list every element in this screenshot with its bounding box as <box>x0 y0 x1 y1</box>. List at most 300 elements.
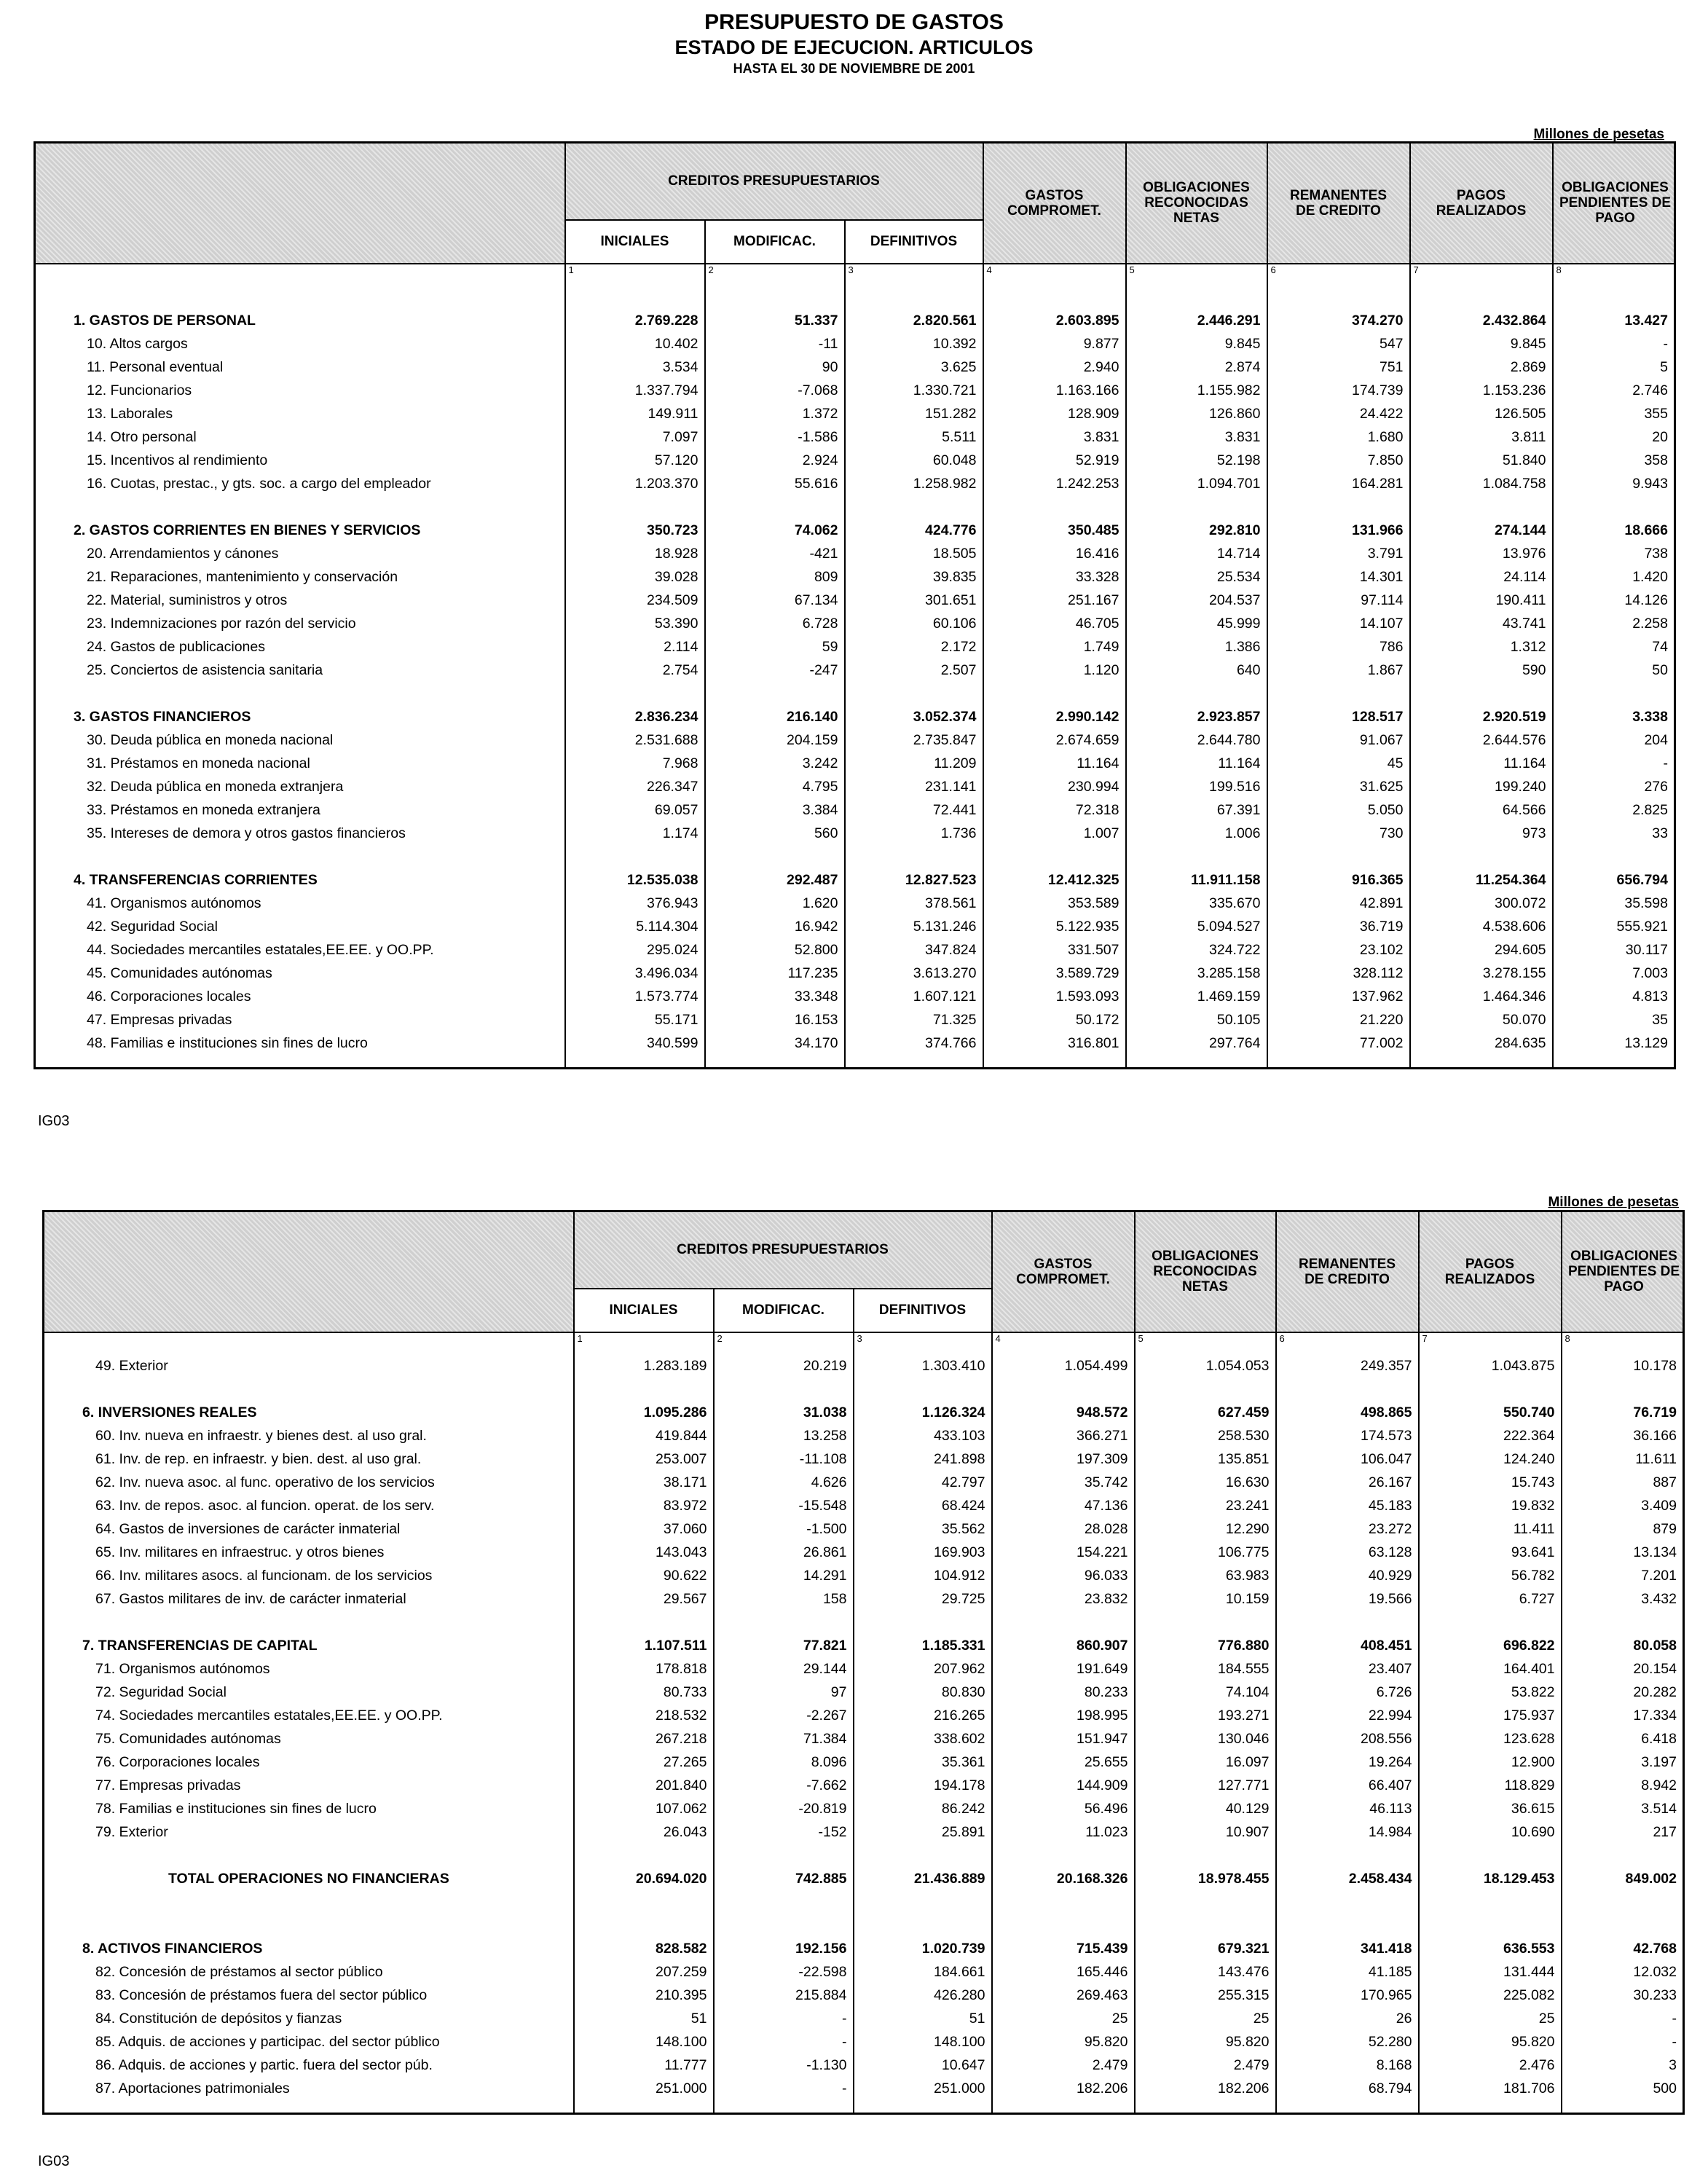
cell-obligaciones-reconocidas: 255.315 <box>1135 1984 1276 2008</box>
cell-obligaciones-pendientes: 13.134 <box>1562 1541 1684 1565</box>
cell-modificac: 1.620 <box>705 892 845 916</box>
spacer-cell <box>714 1378 854 1402</box>
table-1-body <box>35 286 1675 1069</box>
cell-modificac: 55.616 <box>705 473 845 496</box>
cell-modificac: -11.108 <box>714 1448 854 1471</box>
cell-pagos-realizados: 696.822 <box>1419 1635 1562 1658</box>
row-label: 72. Seguridad Social <box>44 1681 574 1705</box>
cell-obligaciones-reconocidas: 324.722 <box>1126 939 1267 962</box>
cell-remanentes-credito: 19.566 <box>1276 1588 1419 1611</box>
column-number: 2 <box>714 1332 854 1355</box>
column-number-blank <box>35 264 565 286</box>
cell-modificac: 192.156 <box>714 1938 854 1961</box>
cell-modificac: -11 <box>705 333 845 356</box>
spacer-cell <box>1419 1844 1562 1868</box>
spacer-cell <box>714 1611 854 1635</box>
cell-obligaciones-reconocidas: 3.285.158 <box>1126 962 1267 986</box>
cell-pagos-realizados: 53.822 <box>1419 1681 1562 1705</box>
cell-remanentes-credito: 5.050 <box>1267 799 1410 822</box>
cell-definitivos: 72.441 <box>845 799 983 822</box>
cell-remanentes-credito: 22.994 <box>1276 1705 1419 1728</box>
cell-pagos-realizados: 284.635 <box>1410 1032 1553 1056</box>
row-label: 42. Seguridad Social <box>35 916 565 939</box>
cell-remanentes-credito: 730 <box>1267 822 1410 846</box>
cell-iniciales: 1.203.370 <box>565 473 705 496</box>
row-label: 87. Aportaciones patrimoniales <box>44 2078 574 2101</box>
cell-obligaciones-pendientes: 204 <box>1553 729 1675 752</box>
cell-definitivos: 5.131.246 <box>845 916 983 939</box>
cell-definitivos: 2.172 <box>845 636 983 659</box>
cell-gastos-compromet: 128.909 <box>983 403 1126 426</box>
row-label: 7. TRANSFERENCIAS DE CAPITAL <box>44 1635 574 1658</box>
cell-definitivos: 301.651 <box>845 589 983 613</box>
spacer-cell <box>1126 683 1267 706</box>
cell-obligaciones-reconocidas: 1.094.701 <box>1126 473 1267 496</box>
header-pendientes: OBLIGACIONES PENDIENTES DE PAGO <box>1562 1211 1684 1332</box>
cell-obligaciones-pendientes: 33 <box>1553 822 1675 846</box>
report-title: PRESUPUESTO DE GASTOS <box>704 10 1004 34</box>
cell-modificac: - <box>714 2031 854 2054</box>
table-row <box>44 2008 1684 2031</box>
header-modificac: MODIFICAC. <box>714 1289 854 1332</box>
spacer-cell <box>1135 2101 1276 2114</box>
spacer-cell <box>1562 1378 1684 1402</box>
cell-obligaciones-reconocidas: 23.241 <box>1135 1495 1276 1518</box>
cell-modificac: -20.819 <box>714 1798 854 1821</box>
column-number: 6 <box>1276 1332 1419 1355</box>
cell-gastos-compromet: 269.463 <box>992 1984 1135 2008</box>
cell-remanentes-credito: 547 <box>1267 333 1410 356</box>
cell-iniciales: 148.100 <box>574 2031 714 2054</box>
cell-pagos-realizados: 1.464.346 <box>1410 986 1553 1009</box>
cell-pagos-realizados: 973 <box>1410 822 1553 846</box>
cell-obligaciones-reconocidas: 106.775 <box>1135 1541 1276 1565</box>
cell-remanentes-credito: 208.556 <box>1276 1728 1419 1751</box>
spacer-cell <box>1267 496 1410 519</box>
row-label: 77. Empresas privadas <box>44 1775 574 1798</box>
row-label: 46. Corporaciones locales <box>35 986 565 1009</box>
cell-obligaciones-reconocidas: 50.105 <box>1126 1009 1267 1032</box>
cell-modificac: 71.384 <box>714 1728 854 1751</box>
header-obligaciones: OBLIGACIONES RECONOCIDAS NETAS <box>1126 143 1267 264</box>
cell-modificac: 560 <box>705 822 845 846</box>
cell-definitivos: 424.776 <box>845 519 983 543</box>
cell-pagos-realizados: 2.432.864 <box>1410 310 1553 333</box>
row-label: 12. Funcionarios <box>35 380 565 403</box>
spacer-cell <box>1410 286 1553 310</box>
row-label: 4. TRANSFERENCIAS CORRIENTES <box>35 869 565 892</box>
cell-remanentes-credito: 41.185 <box>1276 1961 1419 1984</box>
cell-remanentes-credito: 36.719 <box>1267 916 1410 939</box>
cell-gastos-compromet: 9.877 <box>983 333 1126 356</box>
cell-obligaciones-pendientes: 50 <box>1553 659 1675 683</box>
cell-modificac: 13.258 <box>714 1425 854 1448</box>
spacer-cell <box>565 496 705 519</box>
cell-remanentes-credito: 23.407 <box>1276 1658 1419 1681</box>
cell-obligaciones-pendientes: 2.746 <box>1553 380 1675 403</box>
table-row <box>35 916 1675 939</box>
cell-obligaciones-reconocidas: 18.978.455 <box>1135 1868 1276 1891</box>
spacer-cell <box>1276 2101 1419 2114</box>
table-row <box>44 1984 1684 2008</box>
table-row <box>35 543 1675 566</box>
cell-gastos-compromet: 144.909 <box>992 1775 1135 1798</box>
cell-modificac: -421 <box>705 543 845 566</box>
cell-obligaciones-reconocidas: 1.386 <box>1126 636 1267 659</box>
header-iniciales: INICIALES <box>574 1289 714 1332</box>
table-row <box>35 473 1675 496</box>
cell-pagos-realizados: 222.364 <box>1419 1425 1562 1448</box>
cell-remanentes-credito: 1.867 <box>1267 659 1410 683</box>
cell-pagos-realizados: 9.845 <box>1410 333 1553 356</box>
cell-gastos-compromet: 353.589 <box>983 892 1126 916</box>
spacer-row <box>44 1844 1684 1868</box>
cell-pagos-realizados: 2.476 <box>1419 2054 1562 2078</box>
cell-definitivos: 347.824 <box>845 939 983 962</box>
cell-obligaciones-pendientes: - <box>1553 752 1675 776</box>
header-iniciales: INICIALES <box>565 220 705 264</box>
row-label: 48. Familias e instituciones sin fines de lucro <box>35 1032 565 1056</box>
cell-pagos-realizados: 3.811 <box>1410 426 1553 449</box>
cell-iniciales: 3.534 <box>565 356 705 380</box>
cell-definitivos: 374.766 <box>845 1032 983 1056</box>
row-label: 71. Organismos autónomos <box>44 1658 574 1681</box>
cell-remanentes-credito: 2.458.434 <box>1276 1868 1419 1891</box>
cell-iniciales: 12.535.038 <box>565 869 705 892</box>
chapter-row <box>35 519 1675 543</box>
cell-obligaciones-reconocidas: 335.670 <box>1126 892 1267 916</box>
table-row <box>35 566 1675 589</box>
column-number-row <box>35 264 1675 286</box>
cell-pagos-realizados: 118.829 <box>1419 1775 1562 1798</box>
cell-iniciales: 53.390 <box>565 613 705 636</box>
cell-obligaciones-reconocidas: 11.164 <box>1126 752 1267 776</box>
cell-modificac: -247 <box>705 659 845 683</box>
cell-gastos-compromet: 16.416 <box>983 543 1126 566</box>
spacer-cell <box>845 496 983 519</box>
spacer-cell <box>1419 1611 1562 1635</box>
table-row <box>44 1728 1684 1751</box>
cell-pagos-realizados: 123.628 <box>1419 1728 1562 1751</box>
cell-iniciales: 207.259 <box>574 1961 714 1984</box>
cell-iniciales: 26.043 <box>574 1821 714 1844</box>
table-row <box>35 356 1675 380</box>
cell-gastos-compromet: 2.479 <box>992 2054 1135 2078</box>
cell-remanentes-credito: 19.264 <box>1276 1751 1419 1775</box>
cell-iniciales: 340.599 <box>565 1032 705 1056</box>
cell-pagos-realizados: 11.254.364 <box>1410 869 1553 892</box>
cell-obligaciones-pendientes: 3.409 <box>1562 1495 1684 1518</box>
cell-definitivos: 184.661 <box>854 1961 992 1984</box>
cell-remanentes-credito: 8.168 <box>1276 2054 1419 2078</box>
cell-definitivos: 1.185.331 <box>854 1635 992 1658</box>
table-row <box>44 1821 1684 1844</box>
cell-iniciales: 10.402 <box>565 333 705 356</box>
row-label: 21. Reparaciones, mantenimiento y conservación <box>35 566 565 589</box>
cell-obligaciones-reconocidas: 25.534 <box>1126 566 1267 589</box>
report-date-line: HASTA EL 30 DE NOVIEMBRE DE 2001 <box>733 61 975 76</box>
cell-iniciales: 419.844 <box>574 1425 714 1448</box>
header-remanentes: REMANENTES DE CREDITO <box>1276 1211 1419 1332</box>
cell-obligaciones-pendientes: - <box>1562 2008 1684 2031</box>
cell-gastos-compromet: 191.649 <box>992 1658 1135 1681</box>
spacer-cell <box>1410 1056 1553 1069</box>
cell-modificac: 34.170 <box>705 1032 845 1056</box>
cell-gastos-compromet: 715.439 <box>992 1938 1135 1961</box>
cell-modificac: 31.038 <box>714 1402 854 1425</box>
table-row <box>35 729 1675 752</box>
spacer-row <box>44 1378 1684 1402</box>
cell-modificac: 216.140 <box>705 706 845 729</box>
spacer-cell <box>1276 1378 1419 1402</box>
spacer-cell <box>854 2101 992 2114</box>
cell-definitivos: 80.830 <box>854 1681 992 1705</box>
cell-remanentes-credito: 106.047 <box>1276 1448 1419 1471</box>
cell-gastos-compromet: 350.485 <box>983 519 1126 543</box>
cell-remanentes-credito: 63.128 <box>1276 1541 1419 1565</box>
cell-obligaciones-reconocidas: 12.290 <box>1135 1518 1276 1541</box>
cell-obligaciones-pendientes: 30.117 <box>1553 939 1675 962</box>
chapter-row <box>44 1635 1684 1658</box>
cell-pagos-realizados: 294.605 <box>1410 939 1553 962</box>
cell-obligaciones-reconocidas: 135.851 <box>1135 1448 1276 1471</box>
cell-obligaciones-pendientes: 738 <box>1553 543 1675 566</box>
cell-remanentes-credito: 14.984 <box>1276 1821 1419 1844</box>
cell-obligaciones-pendientes: 13.129 <box>1553 1032 1675 1056</box>
row-label: 16. Cuotas, prestac., y gts. soc. a cargo del empleador <box>35 473 565 496</box>
cell-gastos-compromet: 366.271 <box>992 1425 1135 1448</box>
cell-iniciales: 2.531.688 <box>565 729 705 752</box>
cell-obligaciones-pendientes: 849.002 <box>1562 1868 1684 1891</box>
cell-pagos-realizados: 6.727 <box>1419 1588 1562 1611</box>
header-pagos: PAGOS REALIZADOS <box>1410 143 1553 264</box>
column-number-blank <box>44 1332 574 1355</box>
row-label: 10. Altos cargos <box>35 333 565 356</box>
row-label: 64. Gastos de inversiones de carácter inmaterial <box>44 1518 574 1541</box>
table-row <box>44 2031 1684 2054</box>
table-row <box>44 1658 1684 1681</box>
cell-iniciales: 18.928 <box>565 543 705 566</box>
cell-modificac: -1.130 <box>714 2054 854 2078</box>
cell-gastos-compromet: 80.233 <box>992 1681 1135 1705</box>
cell-modificac: 809 <box>705 566 845 589</box>
cell-obligaciones-pendientes: - <box>1553 333 1675 356</box>
cell-pagos-realizados: 95.820 <box>1419 2031 1562 2054</box>
cell-modificac: 26.861 <box>714 1541 854 1565</box>
cell-iniciales: 2.836.234 <box>565 706 705 729</box>
spacer-cell <box>1135 1914 1276 1938</box>
header-modificac: MODIFICAC. <box>705 220 845 264</box>
row-label: 66. Inv. militares asocs. al funcionam. de los servicios <box>44 1565 574 1588</box>
column-number: 1 <box>574 1332 714 1355</box>
spacer-row <box>35 683 1675 706</box>
cell-obligaciones-pendientes: 10.178 <box>1562 1355 1684 1378</box>
cell-remanentes-credito: 170.965 <box>1276 1984 1419 2008</box>
cell-iniciales: 7.968 <box>565 752 705 776</box>
cell-iniciales: 2.114 <box>565 636 705 659</box>
cell-pagos-realizados: 1.084.758 <box>1410 473 1553 496</box>
cell-definitivos: 1.126.324 <box>854 1402 992 1425</box>
cell-iniciales: 1.107.511 <box>574 1635 714 1658</box>
row-label: 22. Material, suministros y otros <box>35 589 565 613</box>
cell-gastos-compromet: 1.749 <box>983 636 1126 659</box>
spacer-cell <box>1410 846 1553 869</box>
cell-obligaciones-reconocidas: 16.097 <box>1135 1751 1276 1775</box>
cell-pagos-realizados: 13.976 <box>1410 543 1553 566</box>
header-definitivos: DEFINITIVOS <box>854 1289 992 1332</box>
column-number: 4 <box>983 264 1126 286</box>
spacer-cell <box>1419 2101 1562 2114</box>
cell-definitivos: 1.607.121 <box>845 986 983 1009</box>
cell-iniciales: 27.265 <box>574 1751 714 1775</box>
cell-definitivos: 231.141 <box>845 776 983 799</box>
spacer-cell <box>1267 1056 1410 1069</box>
cell-remanentes-credito: 52.280 <box>1276 2031 1419 2054</box>
cell-pagos-realizados: 181.706 <box>1419 2078 1562 2101</box>
cell-pagos-realizados: 199.240 <box>1410 776 1553 799</box>
cell-pagos-realizados: 43.741 <box>1410 613 1553 636</box>
cell-obligaciones-reconocidas: 1.155.982 <box>1126 380 1267 403</box>
cell-iniciales: 7.097 <box>565 426 705 449</box>
table-row <box>35 892 1675 916</box>
header-obligaciones: OBLIGACIONES RECONOCIDAS NETAS <box>1135 1211 1276 1332</box>
spacer-cell <box>1410 496 1553 519</box>
cell-iniciales: 210.395 <box>574 1984 714 2008</box>
cell-modificac: 97 <box>714 1681 854 1705</box>
cell-obligaciones-reconocidas: 1.006 <box>1126 822 1267 846</box>
cell-gastos-compromet: 198.995 <box>992 1705 1135 1728</box>
cell-pagos-realizados: 56.782 <box>1419 1565 1562 1588</box>
cell-iniciales: 51 <box>574 2008 714 2031</box>
cell-remanentes-credito: 45.183 <box>1276 1495 1419 1518</box>
cell-pagos-realizados: 4.538.606 <box>1410 916 1553 939</box>
cell-pagos-realizados: 300.072 <box>1410 892 1553 916</box>
budget-table-2 <box>42 1210 1685 2115</box>
cell-pagos-realizados: 175.937 <box>1419 1705 1562 1728</box>
cell-gastos-compromet: 12.412.325 <box>983 869 1126 892</box>
cell-modificac: -15.548 <box>714 1495 854 1518</box>
cell-obligaciones-reconocidas: 2.923.857 <box>1126 706 1267 729</box>
cell-pagos-realizados: 190.411 <box>1410 589 1553 613</box>
table-row <box>35 752 1675 776</box>
spacer-cell <box>1553 846 1675 869</box>
row-label: 14. Otro personal <box>35 426 565 449</box>
cell-obligaciones-reconocidas: 199.516 <box>1126 776 1267 799</box>
cell-pagos-realizados: 11.411 <box>1419 1518 1562 1541</box>
cell-modificac: 29.144 <box>714 1658 854 1681</box>
cell-obligaciones-reconocidas: 63.983 <box>1135 1565 1276 1588</box>
row-label: 60. Inv. nueva en infraestr. y bienes dest. al uso gral. <box>44 1425 574 1448</box>
cell-gastos-compromet: 25.655 <box>992 1751 1135 1775</box>
cell-modificac: 51.337 <box>705 310 845 333</box>
cell-definitivos: 11.209 <box>845 752 983 776</box>
cell-iniciales: 1.095.286 <box>574 1402 714 1425</box>
cell-obligaciones-pendientes: 2.258 <box>1553 613 1675 636</box>
cell-iniciales: 1.283.189 <box>574 1355 714 1378</box>
cell-pagos-realizados: 550.740 <box>1419 1402 1562 1425</box>
total-row <box>44 1868 1684 1891</box>
cell-gastos-compromet: 3.831 <box>983 426 1126 449</box>
cell-remanentes-credito: 42.891 <box>1267 892 1410 916</box>
cell-obligaciones-reconocidas: 1.054.053 <box>1135 1355 1276 1378</box>
cell-iniciales: 178.818 <box>574 1658 714 1681</box>
cell-pagos-realizados: 11.164 <box>1410 752 1553 776</box>
cell-remanentes-credito: 40.929 <box>1276 1565 1419 1588</box>
cell-obligaciones-reconocidas: 258.530 <box>1135 1425 1276 1448</box>
cell-gastos-compromet: 46.705 <box>983 613 1126 636</box>
spacer-cell <box>992 1378 1135 1402</box>
cell-obligaciones-reconocidas: 3.831 <box>1126 426 1267 449</box>
cell-iniciales: 226.347 <box>565 776 705 799</box>
spacer-cell <box>1562 2101 1684 2114</box>
spacer-cell <box>1135 1611 1276 1635</box>
spacer-cell <box>44 1914 574 1938</box>
cell-gastos-compromet: 1.054.499 <box>992 1355 1135 1378</box>
cell-obligaciones-reconocidas: 126.860 <box>1126 403 1267 426</box>
row-label: 75. Comunidades autónomas <box>44 1728 574 1751</box>
spacer-cell <box>992 2101 1135 2114</box>
cell-remanentes-credito: 91.067 <box>1267 729 1410 752</box>
cell-gastos-compromet: 50.172 <box>983 1009 1126 1032</box>
table-row <box>35 380 1675 403</box>
cell-remanentes-credito: 137.962 <box>1267 986 1410 1009</box>
cell-pagos-realizados: 10.690 <box>1419 1821 1562 1844</box>
cell-obligaciones-reconocidas: 297.764 <box>1126 1032 1267 1056</box>
spacer-cell <box>992 1914 1135 1938</box>
spacer-cell <box>35 683 565 706</box>
spacer-cell <box>1126 496 1267 519</box>
units-label-1: Millones de pesetas <box>1533 127 1664 142</box>
cell-iniciales: 29.567 <box>574 1588 714 1611</box>
cell-modificac: -152 <box>714 1821 854 1844</box>
spacer-cell <box>1553 496 1675 519</box>
page-code-1: IG03 <box>38 1113 70 1129</box>
cell-modificac: - <box>714 2008 854 2031</box>
cell-remanentes-credito: 66.407 <box>1276 1775 1419 1798</box>
spacer-cell <box>574 2101 714 2114</box>
table-row <box>44 1751 1684 1775</box>
cell-iniciales: 253.007 <box>574 1448 714 1471</box>
cell-pagos-realizados: 124.240 <box>1419 1448 1562 1471</box>
row-label: 35. Intereses de demora y otros gastos financieros <box>35 822 565 846</box>
cell-obligaciones-pendientes: 35 <box>1553 1009 1675 1032</box>
cell-remanentes-credito: 7.850 <box>1267 449 1410 473</box>
spacer-cell <box>845 683 983 706</box>
table-row <box>44 1961 1684 1984</box>
spacer-cell <box>714 1844 854 1868</box>
cell-gastos-compromet: 52.919 <box>983 449 1126 473</box>
cell-definitivos: 2.735.847 <box>845 729 983 752</box>
cell-obligaciones-reconocidas: 143.476 <box>1135 1961 1276 1984</box>
cell-iniciales: 267.218 <box>574 1728 714 1751</box>
spacer-cell <box>854 1891 992 1914</box>
cell-iniciales: 1.337.794 <box>565 380 705 403</box>
column-number: 1 <box>565 264 705 286</box>
spacer-cell <box>1135 1891 1276 1914</box>
cell-obligaciones-pendientes: 11.611 <box>1562 1448 1684 1471</box>
column-number: 4 <box>992 1332 1135 1355</box>
cell-obligaciones-pendientes: 3.197 <box>1562 1751 1684 1775</box>
cell-iniciales: 251.000 <box>574 2078 714 2101</box>
table-row <box>35 1032 1675 1056</box>
cell-definitivos: 39.835 <box>845 566 983 589</box>
cell-pagos-realizados: 274.144 <box>1410 519 1553 543</box>
spacer-cell <box>992 1611 1135 1635</box>
spacer-cell <box>44 1611 574 1635</box>
cell-modificac: 16.153 <box>705 1009 845 1032</box>
cell-iniciales: 376.943 <box>565 892 705 916</box>
spacer-cell <box>1276 1914 1419 1938</box>
